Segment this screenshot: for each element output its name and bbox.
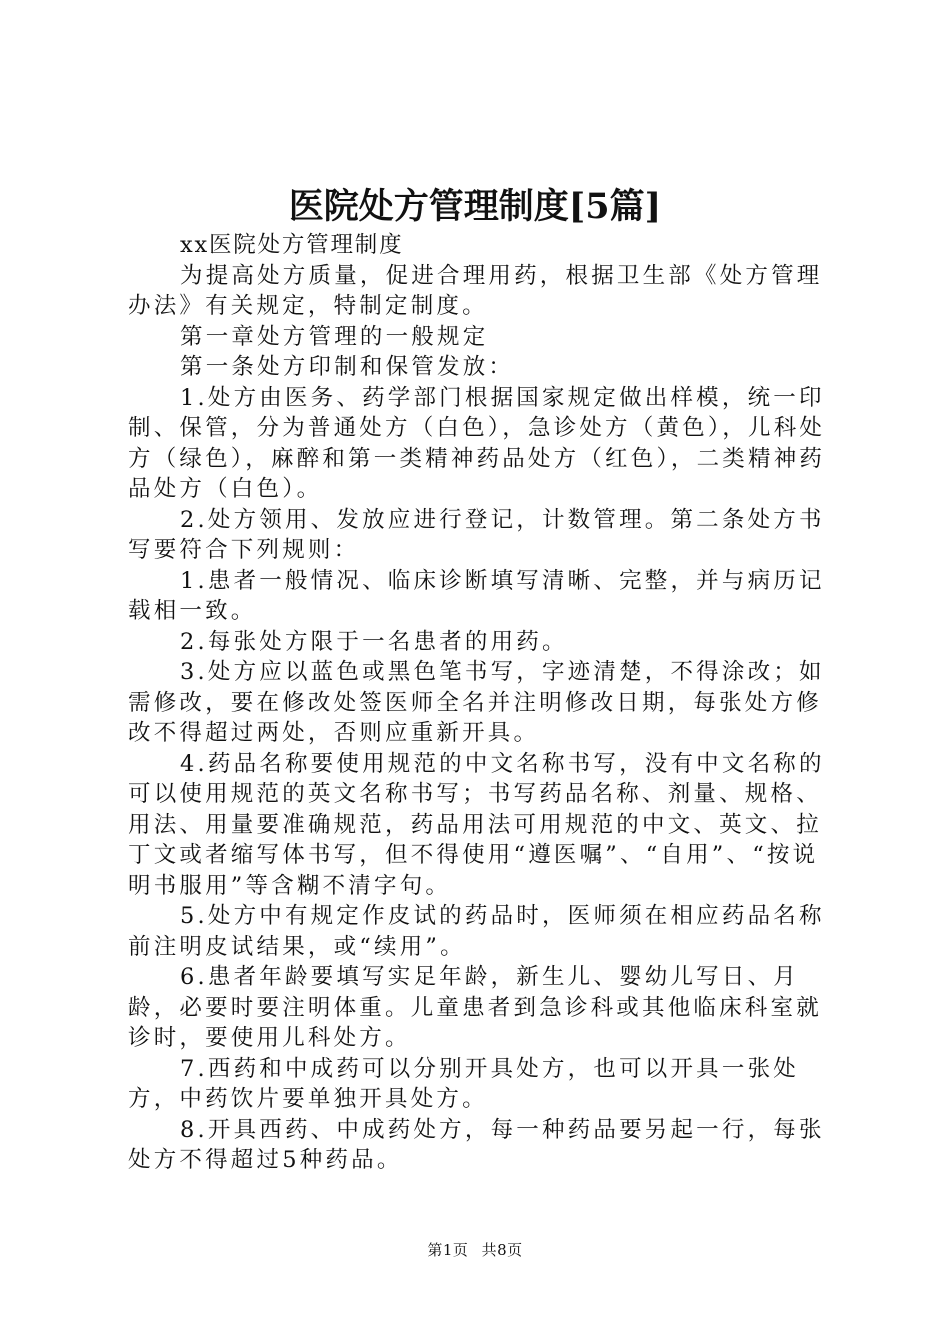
list-item: 4.药品名称要使用规范的中文名称书写，没有中文名称的可以使用规范的英文名称书写；书写药品名称、剂量、规格、用法、用量要准确规范，药品用法可用规范的中文、英文、拉丁文或者缩写体书写，但不得使用“遵医嘱”、“自用”、“按说明书服用”等含糊不清字句。 bbox=[128, 750, 825, 899]
list-item: 6.患者年龄要填写实足年龄，新生儿、婴幼儿写日、月龄，必要时要注明体重。儿童患者到急诊科或其他临床科室就诊时，要使用儿科处方。 bbox=[128, 964, 822, 1051]
list-item: 2.处方领用、发放应进行登记，计数管理。第二条处方书写要符合下列规则： bbox=[128, 506, 825, 563]
list-item: 1.处方由医务、药学部门根据国家规定做出样模，统一印制、保管，分为普通处方（白色），急诊处方（黄色），儿科处方（绿色），麻醉和第一类精神药品处方（红色），二类精神药品处方（白色）。 bbox=[128, 384, 826, 502]
list-item: 5.处方中有规定作皮试的药品时，医师须在相应药品名称前注明皮试结果，或“续用”。 bbox=[128, 903, 825, 960]
list-item: 8.开具西药、中成药处方，每一种药品要另起一行，每张处方不得超过5种药品。 bbox=[128, 1116, 825, 1173]
list-item: 7.西药和中成药可以分别开具处方，也可以开具一张处方，中药饮片要单独开具处方。 bbox=[128, 1055, 799, 1112]
intro-paragraph: 为提高处方质量，促进合理用药，根据卫生部《处方管理办法》有关规定，特制定制度。 bbox=[128, 262, 823, 319]
chapter-heading: 第一章处方管理的一般规定 bbox=[180, 323, 489, 350]
document-subtitle: xx医院处方管理制度 bbox=[180, 232, 404, 258]
article-heading: 第一条处方印制和保管发放： bbox=[180, 354, 515, 380]
page-number: 第1页 bbox=[427, 1241, 469, 1259]
page-footer bbox=[0, 1238, 950, 1262]
document-body bbox=[128, 230, 834, 1176]
list-item: 1.患者一般情况、临床诊断填写清晰、完整，并与病历记载相一致。 bbox=[128, 567, 825, 624]
list-item: 2.每张处方限于一名患者的用药。 bbox=[180, 628, 568, 655]
page-total: 共8页 bbox=[481, 1241, 523, 1259]
document-title: 医院处方管理制度[5篇] bbox=[288, 186, 662, 227]
list-item: 3.处方应以蓝色或黑色笔书写，字迹清楚，不得涂改；如需修改，要在修改处签医师全名并注明修改日期，每张处方修改不得超过两处，否则应重新开具。 bbox=[128, 659, 825, 746]
